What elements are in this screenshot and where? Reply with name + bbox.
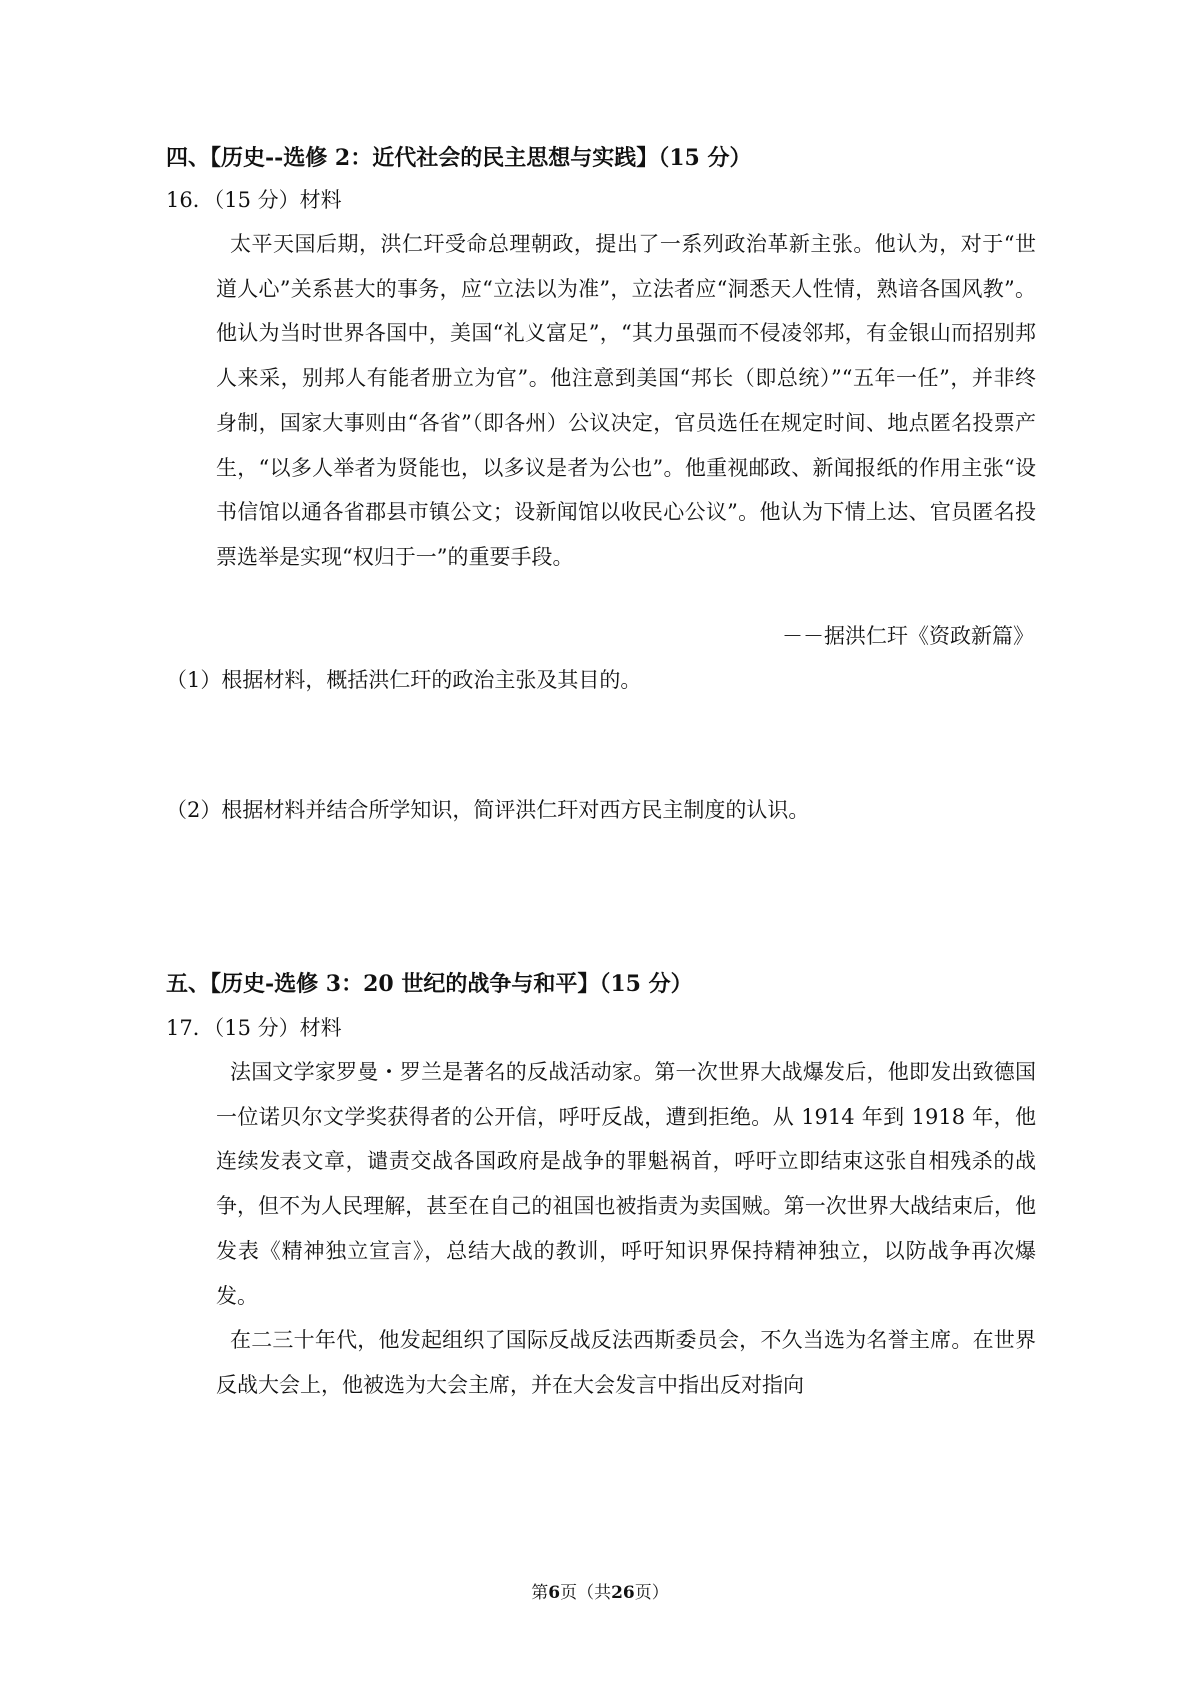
- current-page-number: 6: [548, 1583, 561, 1603]
- footer-prefix: 第: [531, 1583, 549, 1603]
- footer-suffix: 页）: [634, 1583, 669, 1603]
- question-number: 16．（15 分）材料: [166, 188, 342, 212]
- page-footer: [0, 1582, 1200, 1604]
- material-passage: [216, 1050, 1036, 1408]
- material-paragraph: 太平天国后期，洪仁玕受命总理朝政，提出了一系列政治革新主张。他认为，对于“世道人心”关系甚大的事务，应“立法以为准”，立法者应“洞悉天人性情，熟谙各国风教”。他认为当时世界各国中，美国“礼义富足”，“其力虽强而不侵凌邻邦，有金银山而招别邦人来采，别邦人有能者册立为官”。他注意到美国“邦长（即总统）”“五年一任”，并非终身制，国家大事则由“各省”（即各州）公议决定，官员选任在规定时间、地点匿名投票产生，“以多人举者为贤能也，以多议是者为公也”。他重视邮政、新闻报纸的作用主张“设书信馆以通各省郡县市镇公文；设新闻馆以收民心公议”。他认为下情上达、官员匿名投票选举是实现“权归于一”的重要手段。: [216, 232, 1036, 569]
- sub-question-1: （1）根据材料，概括洪仁玕的政治主张及其目的。: [166, 668, 642, 692]
- material-paragraph: 法国文学家罗曼・罗兰是著名的反战活动家。第一次世界大战爆发后，他即发出致德国一位诺贝尔文学奖获得者的公开信，呼吁反战，遭到拒绝。从 1914 年到 1918 年，他连续发表文章，谴责交战各国政府是战争的罪魁祸首，呼吁立即结束这张自相残杀的战争，但不为人民理解，甚至在自己的祖国也被指责为卖国贼。第一次世界大战结束后，他发表《精神独立宣言》，总结大战的教训，呼吁知识界保持精神独立，以防战争再次爆发。: [216, 1060, 1036, 1308]
- footer-middle: 页（共: [560, 1583, 612, 1603]
- material-passage: [216, 222, 1036, 580]
- total-page-count: 26: [611, 1583, 635, 1603]
- material-paragraph: 在二三十年代，他发起组织了国际反战反法西斯委员会，不久当选为名誉主席。在世界反战大会上，他被选为大会主席，并在大会发言中指出反对指向: [216, 1328, 1036, 1397]
- material-source: －－据洪仁玕《资政新篇》: [782, 624, 1034, 648]
- section-heading: 四、【历史--选修 2：近代社会的民主思想与实践】（15 分）: [166, 145, 752, 171]
- question-number: 17．（15 分）材料: [166, 1016, 342, 1040]
- sub-question-2: （2）根据材料并结合所学知识，简评洪仁玕对西方民主制度的认识。: [166, 798, 810, 822]
- section-heading: 五、【历史-选修 3：20 世纪的战争与和平】（15 分）: [166, 971, 693, 997]
